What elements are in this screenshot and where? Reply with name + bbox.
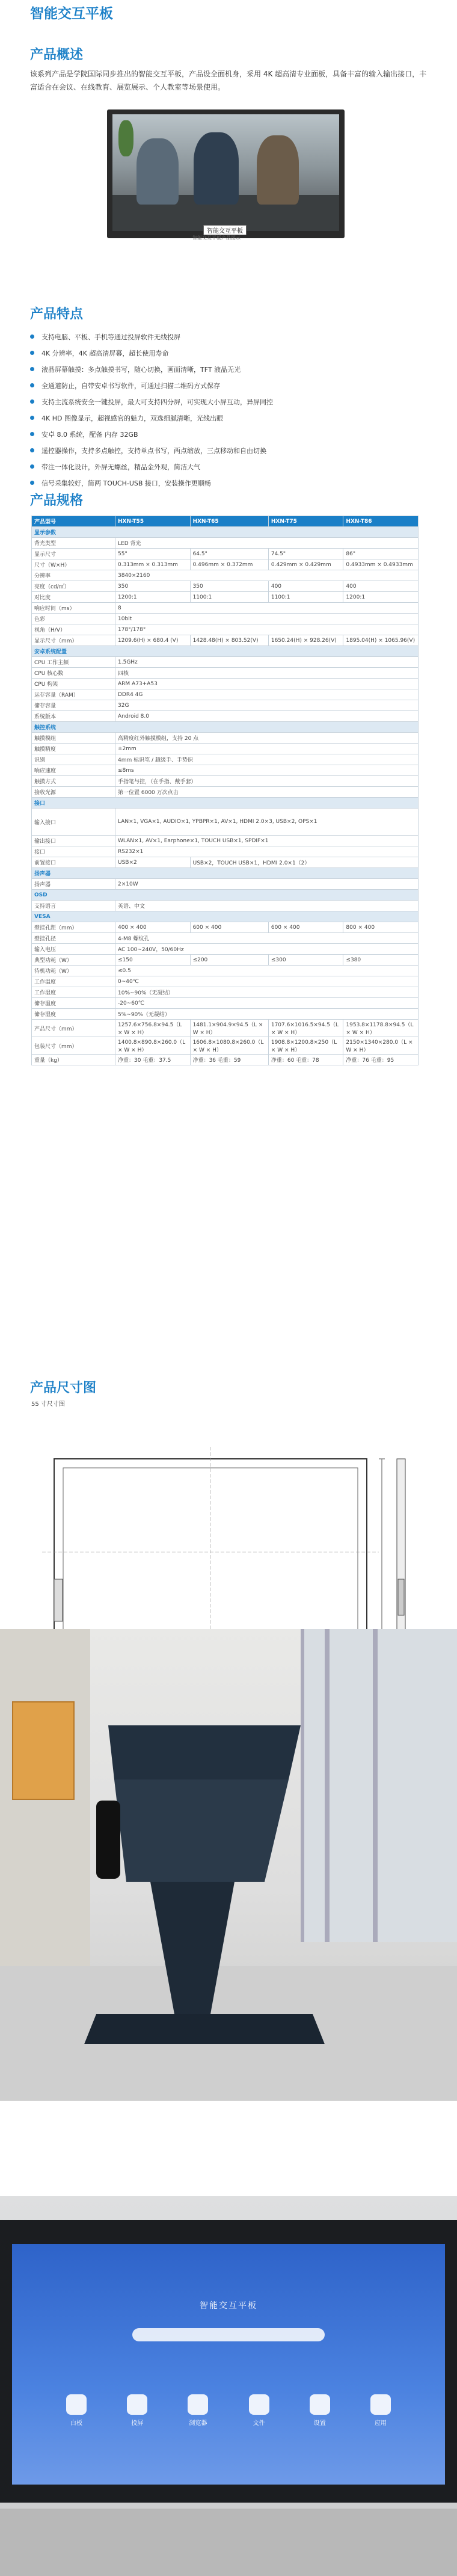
spec-row	[32, 754, 419, 765]
spec-row	[32, 1055, 419, 1065]
spec-value: 净重：30 毛重：37.5	[115, 1055, 191, 1065]
app-label: 文件	[253, 2420, 265, 2427]
feature-item	[30, 328, 433, 345]
spec-row	[32, 711, 419, 722]
spec-value: 3840×2160	[115, 570, 419, 581]
feature-text: 液晶屏幕触摸：多点触摸书写，随心切换，画面清晰，TFT 液晶无光	[41, 365, 241, 374]
spec-row	[32, 787, 419, 798]
spec-row	[32, 744, 419, 754]
feature-item	[30, 442, 433, 458]
spec-label: 输出接口	[32, 836, 115, 846]
spec-row	[32, 987, 419, 998]
spec-group-title: 触控系统	[32, 722, 419, 733]
spec-header-cell: HXN-T55	[115, 516, 191, 527]
spec-value: 1650.24(H) × 928.26(V)	[268, 635, 343, 646]
spec-value: ≤150	[115, 955, 191, 966]
feature-text: 带注一体化设计，外屏无螺丝，精品金外观，简洁大气	[41, 463, 200, 471]
bullet-icon	[30, 481, 34, 485]
spec-value: LED 背光	[115, 538, 419, 549]
spec-label: 储存湿度	[32, 1009, 115, 1020]
app-icon	[370, 2394, 391, 2415]
spec-label: 视角（H/V）	[32, 624, 115, 635]
bullet-icon	[30, 367, 34, 371]
spec-value: ≤8ms	[115, 765, 419, 776]
spec-group-title: 安卓系统配置	[32, 646, 419, 657]
app-label: 白板	[70, 2420, 82, 2427]
spec-value: 86"	[343, 549, 419, 559]
spec-row	[32, 809, 419, 836]
spec-value: 350	[190, 581, 268, 592]
app-tile[interactable]	[249, 2394, 269, 2427]
spec-heading: 产品规格	[30, 493, 84, 508]
spec-value: 10%~90%（无凝结）	[115, 987, 419, 998]
spec-row	[32, 549, 419, 559]
bullet-icon	[30, 383, 34, 387]
dimensions-heading: 产品尺寸图	[30, 1381, 97, 1396]
spec-value: 1707.6×1016.5×94.5（L × W × H）	[268, 1020, 343, 1037]
spec-value: 手指笔与控，（在手指、戴手套）	[115, 776, 419, 787]
spec-value: 净重：36 毛重：59	[190, 1055, 268, 1065]
spec-row	[32, 689, 419, 700]
spec-value: 1481.1×904.9×94.5（L × W × H）	[190, 1020, 268, 1037]
spec-row	[32, 1009, 419, 1020]
spec-label: 接收光源	[32, 787, 115, 798]
app-grid	[66, 2394, 391, 2427]
spec-value: 1209.6(H) × 680.4 (V)	[115, 635, 191, 646]
spec-table	[31, 516, 419, 1065]
spec-row	[32, 700, 419, 711]
feature-text: 4K 分辨率，4K 超高清屏幕，超长使用寿命	[41, 349, 169, 357]
spec-label: 工作温度	[32, 976, 115, 987]
spec-label: 接口	[32, 846, 115, 857]
spec-label: 色彩	[32, 614, 115, 624]
feature-item	[30, 377, 433, 393]
app-tile[interactable]	[127, 2394, 147, 2427]
spec-label: 尺寸（W×H）	[32, 559, 115, 570]
feature-text: 遥控器操作，支持多点触控，支持单点书写，两点缩放，三点移动和自由切换	[41, 446, 266, 455]
spec-value: -20~60℃	[115, 998, 419, 1009]
spec-value: 2×10W	[115, 879, 419, 890]
spec-row	[32, 624, 419, 635]
person-figure	[194, 132, 239, 205]
kiosk-stand	[0, 1629, 457, 2101]
plant-icon	[118, 120, 133, 156]
spec-value: Android 8.0	[115, 711, 419, 722]
spec-header-cell: HXN-T86	[343, 516, 419, 527]
spec-row	[32, 836, 419, 846]
spec-label: 壁挂孔径	[32, 933, 115, 944]
spec-row	[32, 603, 419, 614]
spec-row	[32, 668, 419, 679]
spec-label: CPU 核心数	[32, 668, 115, 679]
app-label: 投屏	[131, 2420, 144, 2427]
spec-row	[32, 1037, 419, 1055]
spec-row	[32, 581, 419, 592]
hero-screen	[112, 114, 339, 231]
hero-sub-caption: 智能交互平板产品图示	[192, 235, 241, 241]
spec-value: 4mm 标识笔 / 超级手、手势识	[115, 754, 419, 765]
feature-item	[30, 458, 433, 475]
spec-value: 2150×1340×280.0（L × W × H）	[343, 1037, 419, 1055]
spec-label: 显示尺寸	[32, 549, 115, 559]
app-icon	[310, 2394, 330, 2415]
spec-label: 储存温度	[32, 998, 115, 1009]
spec-value: 0~40℃	[115, 976, 419, 987]
spec-value: 1428.48(H) × 803.52(V)	[190, 635, 268, 646]
spec-row	[32, 933, 419, 944]
spec-value: 0.4933mm × 0.4933mm	[343, 559, 419, 570]
feature-item	[30, 393, 433, 410]
spec-value: 74.5"	[268, 549, 343, 559]
spec-row	[32, 538, 419, 549]
spec-value: 0.429mm × 0.429mm	[268, 559, 343, 570]
spec-row	[32, 657, 419, 668]
spec-value: 1400.8×890.8×260.0（L × W × H）	[115, 1037, 191, 1055]
spec-row	[32, 559, 419, 570]
spec-value: 1200:1	[343, 592, 419, 603]
spec-value: 600 × 400	[190, 922, 268, 933]
spec-value: 1257.6×756.8×94.5（L × W × H）	[115, 1020, 191, 1037]
spec-row	[32, 1020, 419, 1037]
spec-group-row	[32, 722, 419, 733]
feature-item	[30, 426, 433, 442]
spec-label: 触摸方式	[32, 776, 115, 787]
spec-value: 高精度红外触摸模组，支持 20 点	[115, 733, 419, 744]
feature-text: 支持电脑、平板、手机等通过投屏软件无线投屏	[41, 333, 180, 341]
spec-label: 对比度	[32, 592, 115, 603]
spec-label: 触摸精度	[32, 744, 115, 754]
spec-value: ≤300	[268, 955, 343, 966]
hero-image	[107, 109, 345, 238]
spec-label: 亮度（cd/㎡）	[32, 581, 115, 592]
spec-value: 0.496mm × 0.372mm	[190, 559, 268, 570]
feature-item	[30, 410, 433, 426]
spec-value: 350	[115, 581, 191, 592]
spec-row	[32, 846, 419, 857]
screen-photo	[0, 2196, 457, 2576]
spec-value: 178°/178°	[115, 624, 419, 635]
spec-value: 1953.8×1178.8×94.5（L × W × H）	[343, 1020, 419, 1037]
spec-value: 64.5"	[190, 549, 268, 559]
app-tile[interactable]	[310, 2394, 330, 2427]
spec-value: 55"	[115, 549, 191, 559]
spec-value: ≤0.5	[115, 966, 419, 976]
spec-value: 0.313mm × 0.313mm	[115, 559, 191, 570]
spec-group-row	[32, 527, 419, 538]
spec-row	[32, 879, 419, 890]
spec-value: 1908.8×1200.8×250（L × W × H）	[268, 1037, 343, 1055]
overview-text: 该系列产品是学院国际同步推出的智能交互平板，产品设全面机身，采用 4K 超高清专业面板，具备丰富的输入输出接口，丰富适合在会议、在线教育、展览展示、个人教室等场景使用。	[30, 70, 427, 91]
spec-group-row	[32, 646, 419, 657]
page-title: 智能交互平板	[30, 6, 113, 22]
spec-value: 1.5GHz	[115, 657, 419, 668]
spec-value: LAN×1, VGA×1, AUDIO×1, YPBPR×1, AV×1, HDMI 2.0×3, USB×2, OPS×1	[115, 809, 419, 836]
spec-value: 10bit	[115, 614, 419, 624]
app-tile[interactable]	[66, 2394, 87, 2427]
spec-row	[32, 857, 419, 868]
bullet-icon	[30, 399, 34, 404]
spec-label: 显示尺寸（mm）	[32, 635, 115, 646]
bullet-icon	[30, 334, 34, 339]
spec-value: 600 × 400	[268, 922, 343, 933]
app-icon	[66, 2394, 87, 2415]
spec-value: 1100:1	[268, 592, 343, 603]
spec-row	[32, 614, 419, 624]
spec-value: 400 × 400	[115, 922, 191, 933]
feature-list	[30, 328, 433, 491]
spec-header-cell: HXN-T65	[190, 516, 268, 527]
spec-value: 净重：76 毛重：95	[343, 1055, 419, 1065]
spec-label: 储存容量	[32, 700, 115, 711]
spec-value: 400	[268, 581, 343, 592]
features-heading: 产品特点	[30, 307, 84, 322]
spec-group-title: 扬声器	[32, 868, 419, 879]
spec-label: 触摸模组	[32, 733, 115, 744]
search-input[interactable]	[132, 2328, 325, 2341]
spec-value: ≤380	[343, 955, 419, 966]
spec-group-row	[32, 798, 419, 809]
app-tile[interactable]	[370, 2394, 391, 2427]
bullet-icon	[30, 432, 34, 436]
spec-value: DDR4 4G	[115, 689, 419, 700]
spec-row	[32, 776, 419, 787]
spec-value: RS232×1	[115, 846, 419, 857]
spec-label: 包装尺寸（mm）	[32, 1037, 115, 1055]
spec-value: 4-M8 螺纹孔	[115, 933, 419, 944]
spec-value: 净重：60 毛重：78	[268, 1055, 343, 1065]
bullet-icon	[30, 351, 34, 355]
spec-value: 1200:1	[115, 592, 191, 603]
spec-row	[32, 922, 419, 933]
spec-row	[32, 765, 419, 776]
bullet-icon	[30, 448, 34, 452]
spec-value: 英语、中文	[115, 901, 419, 911]
spec-label: 典型功耗（W）	[32, 955, 115, 966]
spec-header-cell: HXN-T75	[268, 516, 343, 527]
spec-row	[32, 679, 419, 689]
spec-value: 5%~90%（无凝结）	[115, 1009, 419, 1020]
spec-label: 响应速度	[32, 765, 115, 776]
spec-value: 800 × 400	[343, 922, 419, 933]
feature-text: 安卓 8.0 系统，配备 内存 32GB	[41, 430, 138, 439]
app-label: 应用	[374, 2420, 387, 2427]
dimensions-label: 55 寸尺寸图	[31, 1401, 65, 1408]
hero-caption: 智能交互平板	[203, 225, 247, 235]
spec-row	[32, 733, 419, 744]
spec-label: 背光类型	[32, 538, 115, 549]
spec-value: 第一位置 6000 万次点击	[115, 787, 419, 798]
app-tile[interactable]	[188, 2394, 208, 2427]
spec-row	[32, 944, 419, 955]
spec-label: 分辨率	[32, 570, 115, 581]
spec-value: USB×2，TOUCH USB×1，HDMI 2.0×1（2）	[190, 857, 418, 868]
spec-value: 400	[343, 581, 419, 592]
spec-label: CPU 工作主频	[32, 657, 115, 668]
spec-value: ARM A73+A53	[115, 679, 419, 689]
kiosk-photo	[0, 1629, 457, 2101]
spec-value: USB×2	[115, 857, 191, 868]
spec-label: CPU 构架	[32, 679, 115, 689]
spec-group-row	[32, 911, 419, 922]
spec-value: 1895.04(H) × 1065.96(V)	[343, 635, 419, 646]
spec-label: 重量（kg）	[32, 1055, 115, 1065]
spec-label: 壁挂孔距（mm）	[32, 922, 115, 933]
spec-value: AC 100~240V，50/60Hz	[115, 944, 419, 955]
spec-row	[32, 955, 419, 966]
spec-value: 8	[115, 603, 419, 614]
app-icon	[127, 2394, 147, 2415]
spec-group-row	[32, 890, 419, 901]
spec-value: 32G	[115, 700, 419, 711]
app-label: 浏览器	[189, 2420, 207, 2427]
spec-group-title: OSD	[32, 890, 419, 901]
spec-label: 支持语言	[32, 901, 115, 911]
spec-group-title: 接口	[32, 798, 419, 809]
spec-row	[32, 635, 419, 646]
spec-value: ≤200	[190, 955, 268, 966]
spec-value: 1100:1	[190, 592, 268, 603]
person-figure	[257, 135, 299, 205]
spec-header-cell: 产品型号	[32, 516, 115, 527]
spec-label: 运存容量（RAM）	[32, 689, 115, 700]
spec-row	[32, 966, 419, 976]
feature-item	[30, 361, 433, 377]
spec-label: 工作湿度	[32, 987, 115, 998]
feature-text: 支持主流系统安全一键投屏，最大可支持四分屏，可实现大小屏互动，异屏同控	[41, 398, 273, 406]
feature-item	[30, 475, 433, 491]
spec-row	[32, 570, 419, 581]
spec-header-row	[32, 516, 419, 527]
spec-label: 识别	[32, 754, 115, 765]
feature-text: 4K HD 图像显示，超视感官的魅力，双选细腻清晰，光线出眼	[41, 414, 223, 422]
spec-label: 前置接口	[32, 857, 115, 868]
spec-label: 输入电压	[32, 944, 115, 955]
app-icon	[188, 2394, 208, 2415]
feature-text: 全通道防止，自带安卓书写软件，可通过扫描二维码方式保存	[41, 381, 220, 390]
feature-text: 信号采集较好，简两 TOUCH-USB 接口，安装操作更顺畅	[41, 479, 211, 487]
app-icon	[249, 2394, 269, 2415]
spec-label: 产品尺寸（mm）	[32, 1020, 115, 1037]
spec-row	[32, 901, 419, 911]
overview-heading: 产品概述	[30, 48, 84, 63]
spec-label: 响应时间（ms）	[32, 603, 115, 614]
panel-screen	[12, 2244, 445, 2485]
spec-value: WLAN×1, AV×1, Earphone×1, TOUCH USB×1, SPDIF×1	[115, 836, 419, 846]
spec-row	[32, 592, 419, 603]
screen-brand: 智能交互平板	[200, 2301, 257, 2311]
spec-label: 扬声器	[32, 879, 115, 890]
spec-row	[32, 976, 419, 987]
spec-group-title: 显示参数	[32, 527, 419, 538]
spec-row	[32, 998, 419, 1009]
spec-label: 待机功耗（W）	[32, 966, 115, 976]
app-label: 设置	[313, 2420, 326, 2427]
spec-value: 四核	[115, 668, 419, 679]
spec-group-title: VESA	[32, 911, 419, 922]
bullet-icon	[30, 416, 34, 420]
spec-value: ±2mm	[115, 744, 419, 754]
bullet-icon	[30, 464, 34, 469]
spec-label: 系统版本	[32, 711, 115, 722]
person-figure	[136, 138, 179, 205]
floor	[0, 2509, 457, 2576]
spec-group-row	[32, 868, 419, 879]
spec-label: 输入接口	[32, 809, 115, 836]
feature-item	[30, 345, 433, 361]
spec-value: 1606.8×1080.8×260.0（L × W × H）	[190, 1037, 268, 1055]
